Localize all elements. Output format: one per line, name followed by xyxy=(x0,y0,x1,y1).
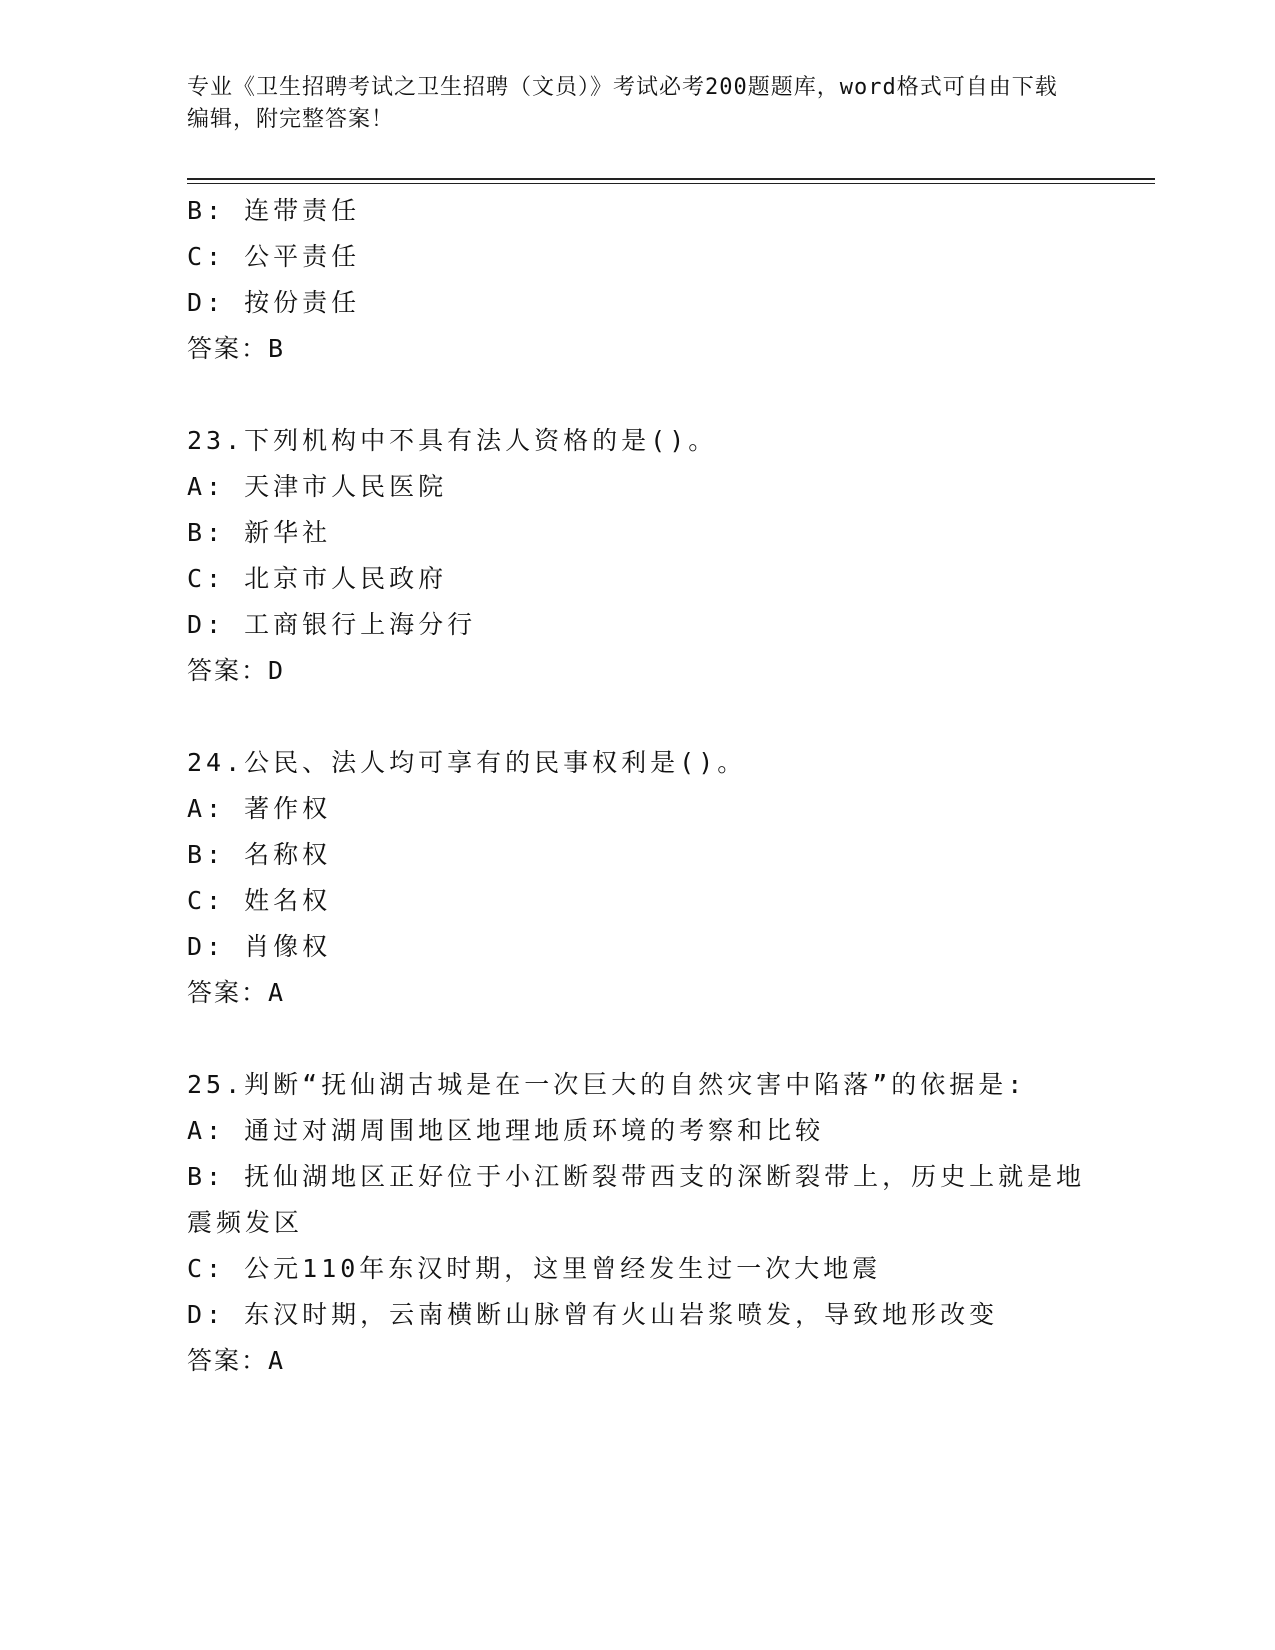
question-block-23 xyxy=(187,418,1087,694)
option-c: C: 北京市人民政府 xyxy=(187,564,448,593)
option-b: B: 连带责任 xyxy=(187,196,361,225)
option-c: C: 公元110年东汉时期，这里曾经发生过一次大地震 xyxy=(187,1254,882,1283)
option-b: B: 抚仙湖地区正好位于小江断裂带西支的深断裂带上，历史上就是地震频发区 xyxy=(187,1162,1086,1237)
question-stem: 23.下列机构中不具有法人资格的是()。 xyxy=(187,426,718,455)
option-c: C: 公平责任 xyxy=(187,242,361,271)
question-block-24 xyxy=(187,740,1087,1016)
question-content xyxy=(187,188,1087,1384)
option-d: D: 东汉时期，云南横断山脉曾有火山岩浆喷发，导致地形改变 xyxy=(187,1300,999,1329)
spacer xyxy=(187,372,1087,418)
header-divider xyxy=(187,178,1155,184)
option-c: C: 姓名权 xyxy=(187,886,332,915)
answer: 答案：A xyxy=(187,978,286,1007)
document-title: 专业《卫生招聘考试之卫生招聘（文员）》考试必考200题题库，word格式可自由下载编辑，附完整答案！ xyxy=(187,75,1058,132)
option-b: B: 名称权 xyxy=(187,840,332,869)
option-a: A: 天津市人民医院 xyxy=(187,472,448,501)
question-block-25 xyxy=(187,1062,1087,1384)
option-d: D: 肖像权 xyxy=(187,932,332,961)
spacer xyxy=(187,1016,1087,1062)
answer: 答案：A xyxy=(187,1346,286,1375)
option-a: A: 著作权 xyxy=(187,794,332,823)
option-d: D: 工商银行上海分行 xyxy=(187,610,477,639)
question-stem: 25.判断“抚仙湖古城是在一次巨大的自然灾害中陷落”的依据是: xyxy=(187,1070,1027,1099)
option-b: B: 新华社 xyxy=(187,518,332,547)
prev-question-block xyxy=(187,188,1087,372)
question-stem: 24.公民、法人均可享有的民事权利是()。 xyxy=(187,748,747,777)
spacer xyxy=(187,694,1087,740)
answer: 答案：B xyxy=(187,334,286,363)
option-a: A: 通过对湖周围地区地理地质环境的考察和比较 xyxy=(187,1116,825,1145)
option-d: D: 按份责任 xyxy=(187,288,361,317)
answer: 答案：D xyxy=(187,656,286,685)
